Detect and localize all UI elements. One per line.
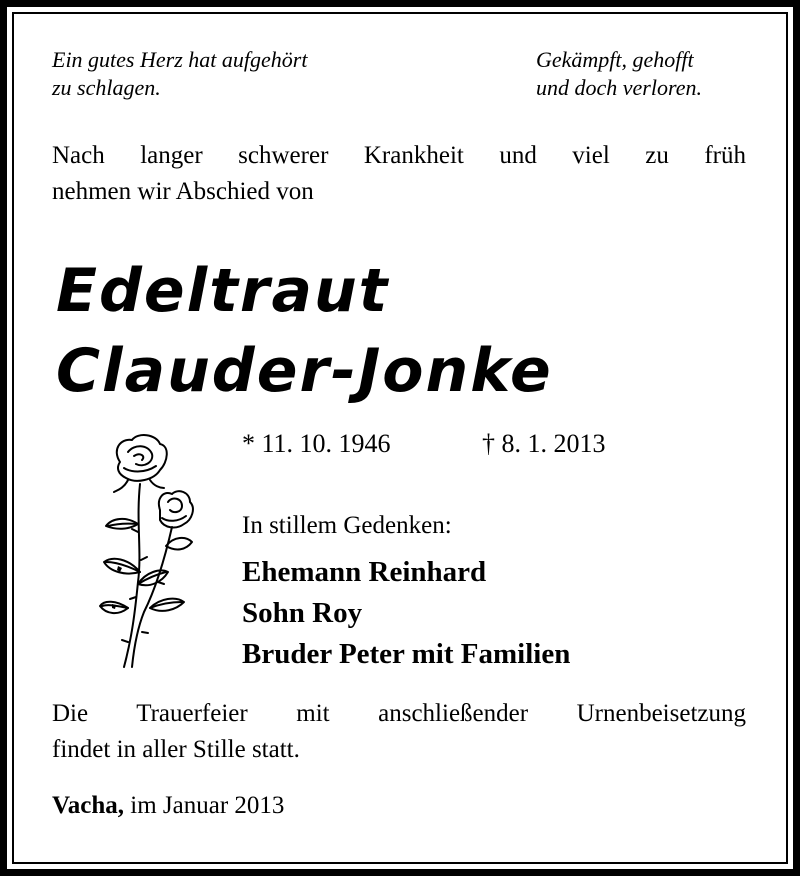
closing-place: Vacha, [52, 792, 125, 819]
quote-right-line-1: Gekämpft, gehofft [536, 47, 694, 72]
deceased-first-name: Edeltraut [56, 256, 390, 326]
mourner-son: Sohn Roy [242, 597, 363, 629]
intro-line-1: Nach langer schwerer Krankheit und viel zu früh [52, 142, 746, 169]
deceased-last-name: Clauder-Jonke [56, 336, 553, 406]
mourners-heading: In stillem Gedenken: [242, 512, 452, 539]
quote-left-line-1: Ein gutes Herz hat aufgehört [52, 47, 308, 72]
intro-line-2: nehmen wir Abschied von [52, 178, 314, 205]
quote-right [536, 46, 702, 102]
quote-right-line-2: und doch verloren. [536, 75, 702, 100]
quote-left [52, 46, 307, 102]
rose-icon [98, 432, 208, 672]
closing-date: im Januar 2013 [130, 792, 285, 819]
mourner-brother: Bruder Peter mit Familien [242, 638, 571, 670]
death-date: † 8. 1. 2013 [482, 429, 606, 458]
quote-left-line-2: zu schlagen. [52, 75, 161, 100]
closing-line [52, 790, 284, 822]
birth-date: * 11. 10. 1946 [242, 429, 391, 458]
mourner-husband: Ehemann Reinhard [242, 556, 487, 588]
ceremony-line-2: findet in aller Stille statt. [52, 736, 300, 763]
ceremony-line-1: Die Trauerfeier mit anschließender Urnenbeisetzung [52, 700, 746, 727]
